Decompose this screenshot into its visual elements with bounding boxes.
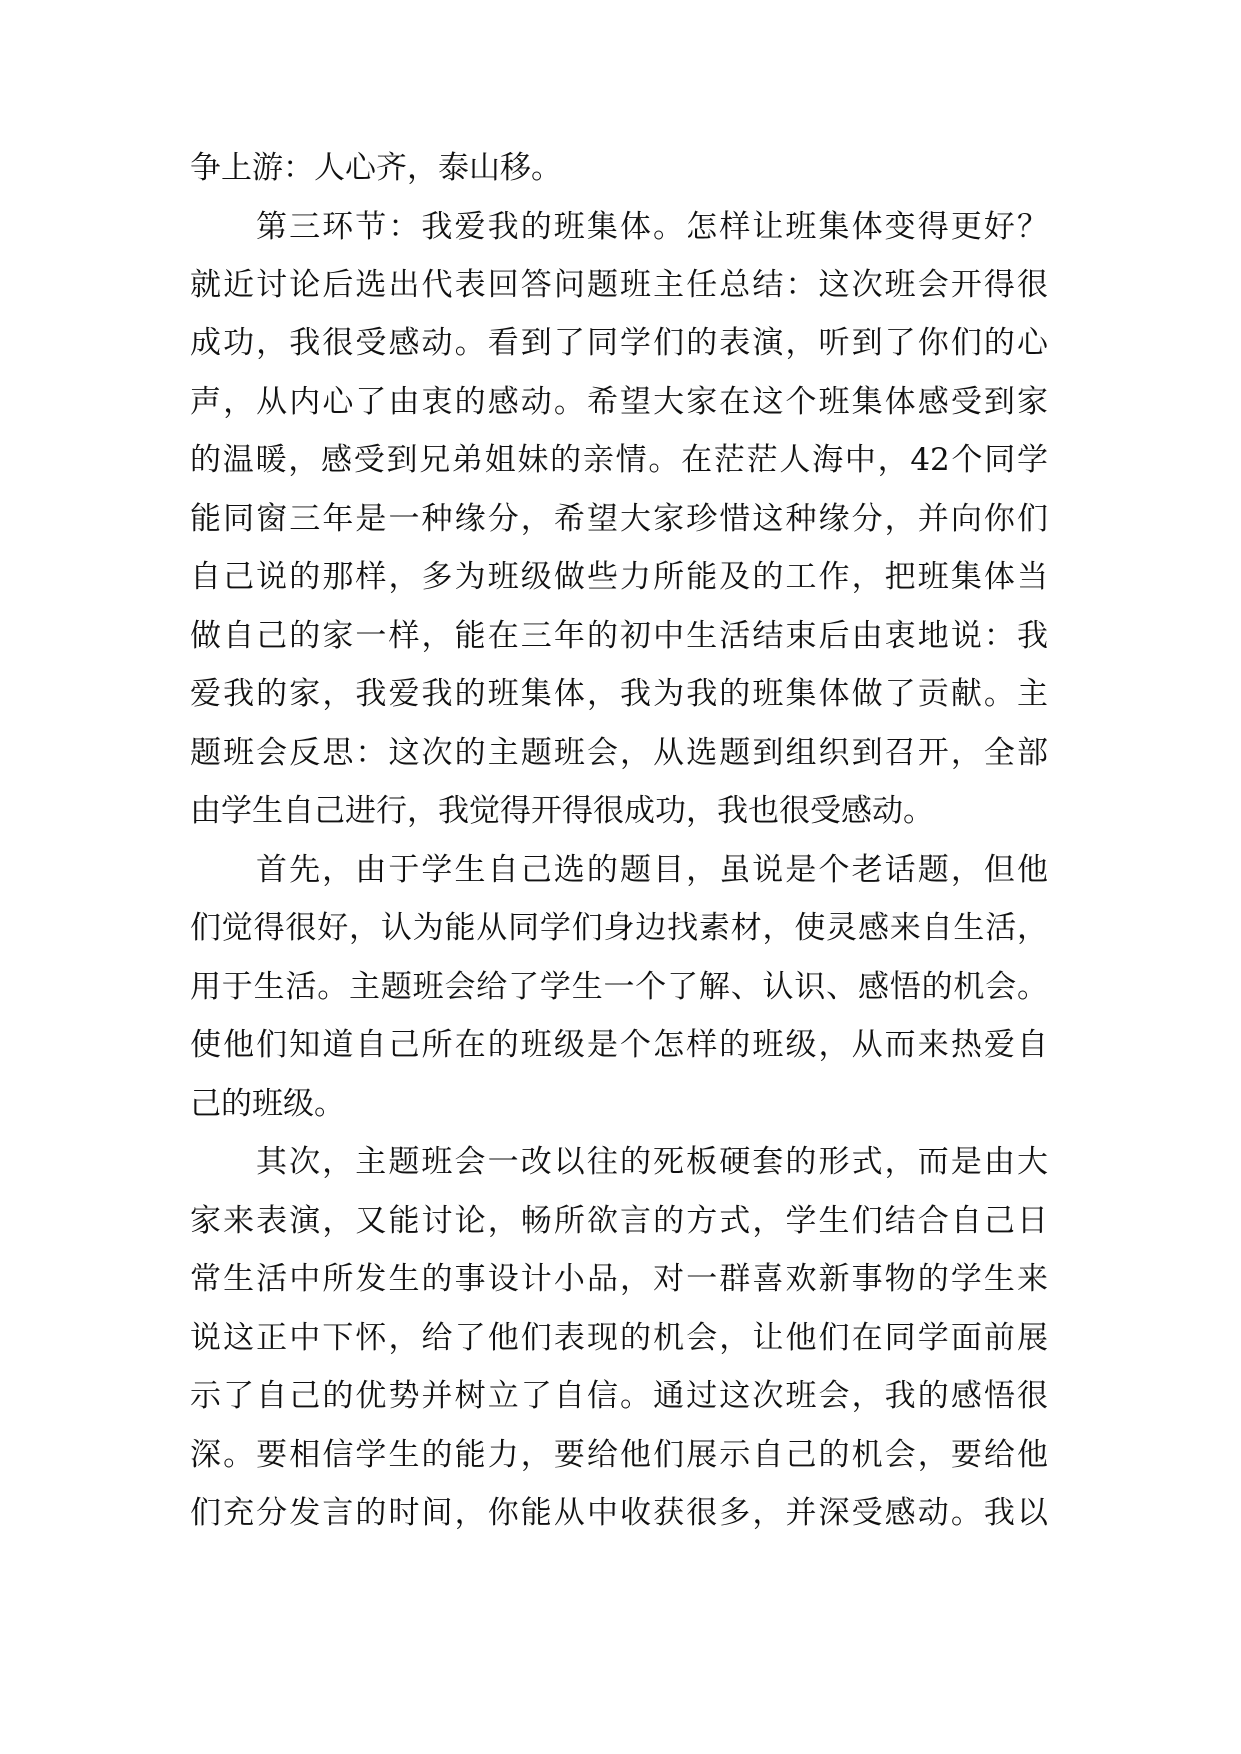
text-line: 家来表演，又能讨论，畅所欲言的方式，学生们结合自己日	[190, 1203, 1048, 1239]
text-line: 能同窗三年是一种缘分，希望大家珍惜这种缘分，并向你们	[190, 501, 1048, 537]
text-line: 用于生活。主题班会给了学生一个了解、认识、感悟的机会。	[190, 969, 1048, 1005]
text-line: 其次，主题班会一改以往的死板硬套的形式，而是由大	[256, 1144, 1048, 1180]
text-line: 做自己的家一样，能在三年的初中生活结束后由衷地说：我	[190, 618, 1048, 654]
text-line: 使他们知道自己所在的班级是个怎样的班级，从而来热爱自	[190, 1027, 1048, 1063]
text-line: 就近讨论后选出代表回答问题班主任总结：这次班会开得很	[190, 267, 1048, 303]
text-line: 己的班级。	[190, 1086, 345, 1122]
text-line: 争上游：人心齐，泰山移。	[190, 150, 562, 186]
text-line: 的温暖，感受到兄弟姐妹的亲情。在茫茫人海中，42个同学	[190, 442, 1048, 478]
text-line: 们充分发言的时间，你能从中收获很多，并深受感动。我以	[190, 1495, 1048, 1531]
text-line: 常生活中所发生的事设计小品，对一群喜欢新事物的学生来	[190, 1261, 1048, 1297]
text-line: 成功，我很受感动。看到了同学们的表演，听到了你们的心	[190, 325, 1048, 361]
text-line: 们觉得很好，认为能从同学们身边找素材，使灵感来自生活，	[190, 910, 1048, 946]
text-line: 说这正中下怀，给了他们表现的机会，让他们在同学面前展	[190, 1320, 1048, 1356]
text-line: 由学生自己进行，我觉得开得很成功，我也很受感动。	[190, 793, 934, 829]
text-line: 自己说的那样，多为班级做些力所能及的工作，把班集体当	[190, 559, 1048, 595]
text-line: 首先，由于学生自己选的题目，虽说是个老话题，但他	[256, 852, 1048, 888]
text-line: 深。要相信学生的能力，要给他们展示自己的机会，要给他	[190, 1437, 1048, 1473]
text-line: 声，从内心了由衷的感动。希望大家在这个班集体感受到家	[190, 384, 1048, 420]
text-line: 第三环节：我爱我的班集体。怎样让班集体变得更好？	[256, 209, 1048, 245]
text-line: 示了自己的优势并树立了自信。通过这次班会，我的感悟很	[190, 1378, 1048, 1414]
text-line: 爱我的家，我爱我的班集体，我为我的班集体做了贡献。主	[190, 676, 1048, 712]
text-line: 题班会反思：这次的主题班会，从选题到组织到召开，全部	[190, 735, 1048, 771]
